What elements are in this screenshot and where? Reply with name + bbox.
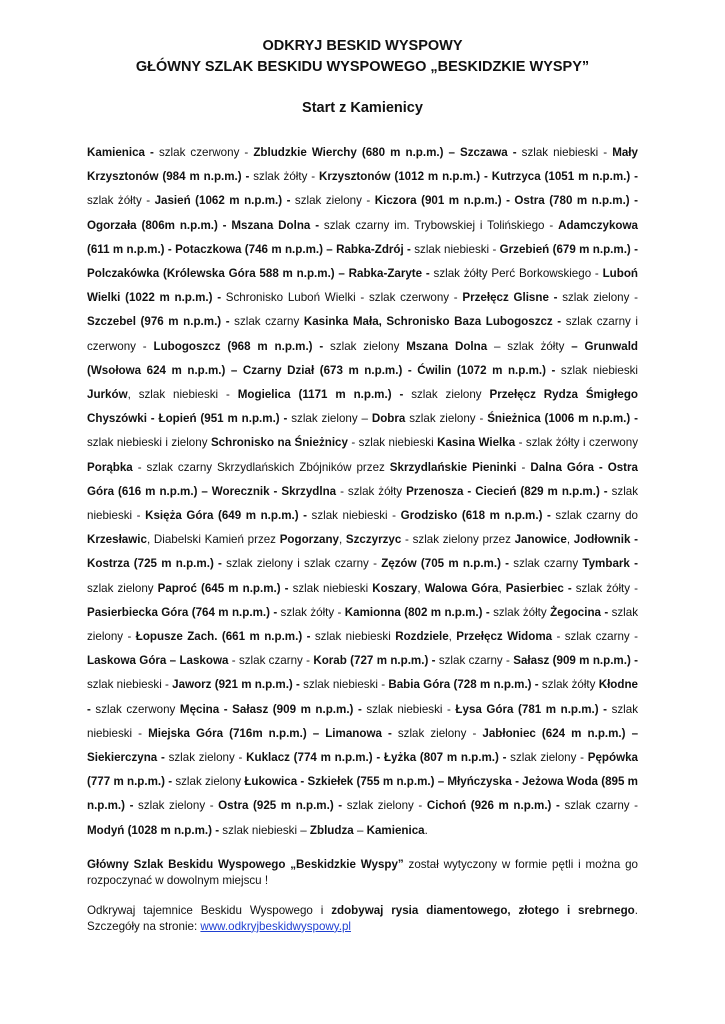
- route-trail: szlak zielony: [87, 581, 158, 595]
- route-trail: szlak żółty -: [571, 581, 638, 595]
- route-trail: szlak żółty Perć Borkowskiego -: [429, 267, 603, 281]
- route-place: Zbludza: [309, 823, 354, 837]
- route-trail: - szlak czarny Skrzydlańskich Zbójników przez: [132, 460, 390, 474]
- route-place: Koszary: [372, 581, 418, 595]
- route-trail: - szlak żółty i czerwony: [515, 436, 638, 450]
- route-place: Kiczora (901 m n.p.m.) - Ostra (780 m n.p.m.) - Ogorzała (806m n.p.m.) - Mszana Dolna -: [87, 194, 639, 232]
- route-trail: ,: [338, 533, 346, 547]
- route-place: Zbludzkie Wierchy (680 m n.p.m.) – Szczawa -: [253, 146, 517, 159]
- route-trail: szlak zielony -: [164, 751, 247, 765]
- route-place: Ostra (925 m n.p.m.) -: [218, 799, 343, 813]
- route-place: Księża Góra (649 m n.p.m.) -: [145, 509, 307, 523]
- route-trail: szlak niebieski -: [87, 702, 638, 740]
- route-trail: szlak zielony -: [557, 291, 638, 305]
- route-trail: szlak zielony -: [87, 605, 638, 644]
- route-place: Przełęcz Glisne -: [462, 291, 558, 305]
- route-place: Śnieżnica (1006 m n.p.m.) -: [487, 412, 638, 426]
- route-trail: szlak czarny: [229, 315, 304, 329]
- route-trail: szlak czerwony: [90, 702, 180, 716]
- loop-note: [87, 857, 638, 889]
- discover-note-bold: zdobywaj rysia diamentowego, złotego i srebrnego: [331, 903, 635, 917]
- route-place: Kamienica: [366, 823, 425, 837]
- route-trail: szlak niebieski -: [87, 484, 639, 523]
- route-trail: szlak żółty -: [249, 170, 319, 184]
- route-trail: szlak zielony: [323, 339, 407, 353]
- route-place: Pasierbiec -: [505, 581, 572, 595]
- route-trail: szlak niebieski: [310, 630, 396, 644]
- route-place: Mogielica (1171 m n.p.m.) -: [237, 388, 404, 402]
- route-place: Mszana Dolna: [406, 339, 488, 353]
- route-trail: szlak zielony: [403, 388, 490, 402]
- route-trail: szlak niebieski: [555, 363, 638, 377]
- route-trail: -: [516, 460, 531, 474]
- route-trail: szlak czarny do: [550, 509, 638, 523]
- document-subtitle: Start z Kamienicy: [302, 100, 423, 116]
- route-trail: szlak żółty -: [277, 605, 345, 619]
- route-trail: ,: [417, 581, 425, 595]
- route-trail: szlak czarny: [509, 557, 583, 571]
- discover-note-text-1: Odkrywaj tajemnice Beskidu Wyspowego i: [87, 903, 332, 917]
- route-place: Janowice: [514, 533, 567, 547]
- route-place: Dalna Góra - Ostra Góra (616 m n.p.m.) – Worecznik - Skrzydlna: [87, 460, 639, 498]
- route-trail: szlak czarny im. Trybowskiej i Tolińskiego -: [319, 218, 559, 232]
- route-description: [87, 141, 638, 843]
- route-place: Jaworz (921 m n.p.m.) -: [172, 678, 300, 692]
- discover-note: [87, 903, 638, 935]
- route-trail: szlak zielony -: [342, 799, 427, 813]
- route-trail: ,: [566, 533, 574, 547]
- route-place: Kłodne -: [87, 678, 638, 716]
- route-place: Luboń Wielki (1022 m n.p.m.) -: [87, 267, 639, 305]
- route-place: Cichoń (926 m n.p.m.) -: [426, 799, 560, 813]
- route-trail: - szlak czarny -: [228, 654, 314, 668]
- loop-note-bold: Główny Szlak Beskidu Wyspowego „Beskidzkie Wyspy”: [87, 857, 404, 871]
- route-place: Jurków: [87, 388, 128, 402]
- route-place: Korab (727 m n.p.m.) -: [313, 654, 436, 668]
- route-place: Dobra: [371, 412, 406, 426]
- route-trail: szlak niebieski -: [87, 678, 173, 692]
- route-trail: szlak niebieski –: [219, 823, 310, 837]
- route-trail: –: [353, 823, 367, 837]
- title-line-2: GŁÓWNY SZLAK BESKIDU WYSPOWEGO „BESKIDZKIE WYSPY”: [135, 59, 590, 75]
- route-place: Przenosza - Ciecień (829 m n.p.m.) -: [406, 484, 608, 498]
- route-place: – Grunwald (Wsołowa 624 m n.p.m.) – Czarny Dział (673 m n.p.m.) - Ćwilin (1072 m n.p.m.) -: [87, 339, 638, 377]
- title-line-1: ODKRYJ BESKID WYSPOWY: [262, 38, 463, 54]
- route-place: Łysa Góra (781 m n.p.m.) -: [455, 702, 608, 716]
- route-trail: szlak czarny -: [559, 799, 639, 813]
- route-trail: szlak zielony -: [391, 726, 483, 740]
- route-place: Grzebień (679 m n.p.m.) - Polczakówka (Królewska Góra 588 m n.p.m.) – Rabka-Zaryte -: [87, 242, 638, 281]
- route-place: Laskowa Góra – Laskowa: [87, 654, 229, 668]
- route-trail: szlak niebieski -: [410, 242, 500, 256]
- route-trail: szlak żółty: [538, 678, 599, 692]
- route-place: Łukowica - Szkiełek (755 m n.p.m.) – Młyńczyska - Jeżowa Woda (895 m n.p.m.) -: [87, 775, 638, 813]
- route-trail: , szlak niebieski -: [127, 388, 238, 402]
- route-trail: szlak niebieski -: [307, 509, 401, 523]
- route-place: Krzysztonów (1012 m n.p.m.) - Kutrzyca (1051 m n.p.m.) -: [319, 170, 638, 184]
- route-place: Pępówka (777 m n.p.m.) -: [87, 751, 638, 789]
- route-place: Mały Krzysztonów (984 m n.p.m.) -: [87, 146, 638, 184]
- route-trail: szlak niebieski: [288, 581, 373, 595]
- route-trail: - szlak niebieski: [347, 436, 438, 450]
- route-trail: szlak zielony -: [133, 799, 219, 813]
- route-place: Żegocina -: [550, 605, 609, 619]
- route-place: Przełęcz Rydza Śmigłego Chyszówki - Łopień (951 m n.p.m.) -: [87, 388, 639, 426]
- route-place: Jasień (1062 m n.p.m.) -: [154, 194, 291, 208]
- route-trail: - szlak czarny -: [552, 630, 638, 644]
- route-place: Zęzów (705 m n.p.m.) -: [381, 557, 510, 571]
- route-trail: szlak niebieski -: [361, 702, 456, 716]
- route-place: Przełęcz Widoma: [456, 630, 553, 644]
- route-trail: - szlak żółty: [336, 484, 407, 498]
- route-place: Skrzydlańskie Pieninki: [389, 460, 517, 474]
- route-trail: szlak zielony –: [287, 412, 372, 426]
- route-place: Szczyrzyc: [345, 533, 402, 547]
- route-place: Męcina - Sałasz (909 m n.p.m.) -: [179, 702, 362, 716]
- route-trail: szlak czarny -: [435, 654, 514, 668]
- route-trail: szlak żółty -: [87, 194, 155, 208]
- route-trail: szlak zielony -: [506, 751, 588, 765]
- route-trail: – szlak żółty: [487, 339, 572, 353]
- route-trail: .: [424, 823, 428, 837]
- route-place: Tymbark -: [582, 557, 638, 571]
- route-place: Pasierbiecka Góra (764 m n.p.m.) -: [87, 605, 278, 619]
- route-place: Babia Góra (728 m n.p.m.) -: [388, 678, 539, 692]
- route-trail: szlak niebieski i zielony: [87, 436, 211, 450]
- document-title: [87, 36, 638, 78]
- route-place: Rozdziele: [395, 630, 449, 644]
- route-place: Adamczykowa (611 m n.p.m.) - Potaczkowa (746 m n.p.m.) – Rabka-Zdrój -: [87, 218, 638, 256]
- route-place: Kuklacz (774 m n.p.m.) - Łyżka (807 m n.p.m.) -: [246, 751, 507, 765]
- loop-note-text: został wytyczony w formie pętli i można go rozpoczynać w dowolnym miejscu !: [87, 857, 638, 887]
- route-trail: szlak zielony -: [405, 412, 488, 426]
- route-place: Sałasz (909 m n.p.m.) -: [513, 654, 638, 668]
- website-link[interactable]: www.odkryjbeskidwyspowy.pl: [200, 919, 351, 933]
- route-place: Schronisko na Śnieżnicy: [210, 436, 348, 450]
- route-trail: , Diabelski Kamień przez: [146, 533, 280, 547]
- route-place: Lubogoszcz (968 m n.p.m.) -: [153, 339, 324, 353]
- route-trail: - szlak zielony przez: [401, 533, 515, 547]
- route-place: Szczebel (976 m n.p.m.) -: [87, 315, 230, 329]
- route-place: Jodłownik - Kostrza (725 m n.p.m.) -: [87, 533, 639, 571]
- route-place: Krzesławic: [87, 533, 147, 547]
- route-trail: ,: [498, 581, 506, 595]
- route-trail: ,: [448, 630, 457, 644]
- route-place: Kasinka Mała, Schronisko Baza Lubogoszcz -: [303, 315, 562, 329]
- route-place: Walowa Góra: [424, 581, 499, 595]
- route-place: Grodzisko (618 m n.p.m.) -: [400, 509, 551, 523]
- route-trail: szlak czerwony -: [153, 146, 254, 159]
- route-place: Łopusze Zach. (661 m n.p.m.) -: [135, 630, 311, 644]
- route-place: Kamienica -: [87, 146, 154, 159]
- route-trail: Schronisko Luboń Wielki - szlak czerwony -: [221, 291, 463, 305]
- route-trail: szlak niebieski -: [516, 146, 613, 159]
- route-place: Kamionna (802 m n.p.m.) -: [344, 605, 490, 619]
- route-trail: szlak niebieski -: [299, 678, 389, 692]
- route-trail: szlak czarny i czerwony -: [87, 315, 638, 353]
- route-trail: szlak żółty: [489, 605, 551, 619]
- route-trail: szlak zielony: [172, 775, 245, 789]
- route-trail: szlak zielony -: [290, 194, 375, 208]
- discover-note-text-2: . Szczegóły na stronie:: [87, 903, 638, 933]
- route-place: Paproć (645 m n.p.m.) -: [157, 581, 289, 595]
- route-place: Pogorzany: [279, 533, 339, 547]
- route-place: Kasina Wielka: [437, 436, 516, 450]
- route-trail: szlak zielony i szlak czarny -: [221, 557, 382, 571]
- route-place: Porąbka: [87, 460, 133, 474]
- route-place: Miejska Góra (716m n.p.m.) – Limanowa -: [148, 726, 392, 740]
- route-place: Modyń (1028 m n.p.m.) -: [87, 823, 220, 837]
- route-place: Jabłoniec (624 m n.p.m.) – Siekierczyna -: [87, 726, 639, 765]
